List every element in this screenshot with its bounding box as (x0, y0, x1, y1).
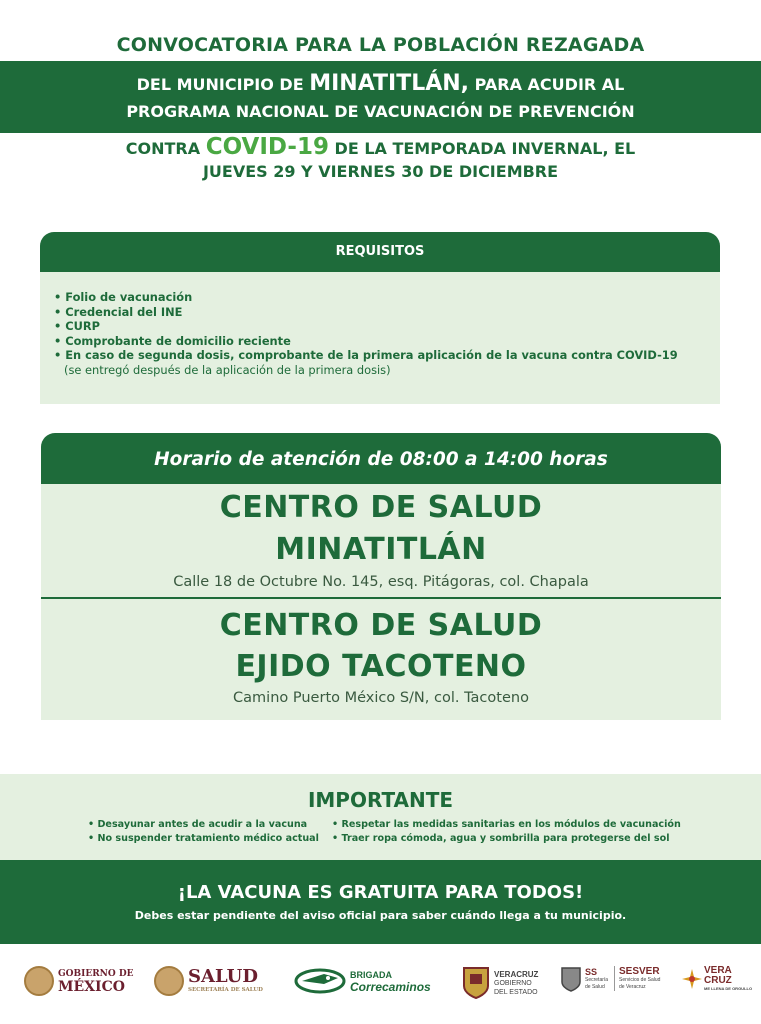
title-band (0, 61, 761, 133)
importante-title: IMPORTANTE (307, 788, 454, 812)
ss-text-l3: de Salud (585, 984, 605, 990)
veracruz-gobierno-logo (462, 966, 538, 1000)
horario-title: Horario de atención de 08:00 a 14:00 horas (41, 433, 721, 484)
importante-item: • Respetar las medidas sanitarias en los módulos de vacunación (332, 819, 681, 830)
veracruz-text-l3: DEL ESTADO (494, 988, 538, 996)
center-1-name-line-2: MINATITLÁN (275, 532, 487, 567)
covid-label: COVID-19 (205, 134, 329, 160)
title-line-1: CONVOCATORIA PARA LA POBLACIÓN REZAGADA (116, 34, 645, 56)
vera-cruz-text-l1: VERA (704, 965, 732, 976)
veracruz-shield-icon (462, 966, 490, 1000)
vera-cruz-text-l3: ME LLENA DE ORGULLO (704, 986, 753, 991)
vera-cruz-logo (682, 966, 752, 992)
city-name: MINATITLÁN, (309, 71, 470, 96)
ss-logo (560, 966, 608, 992)
sesver-text-l1: SESVER (619, 966, 660, 977)
brigada-text-l2: Correcaminos (350, 980, 431, 994)
salud-logo (154, 966, 263, 996)
title-line-4-pre: CONTRA (125, 139, 201, 158)
sesver-text (619, 966, 660, 991)
gobierno-mexico-text (58, 968, 134, 995)
ss-shield-icon (560, 966, 582, 992)
importante-item: • Desayunar antes de acudir a la vacuna (88, 819, 308, 830)
title-line-4-post: DE LA TEMPORADA INVERNAL, EL (334, 139, 636, 158)
center-1-address: Calle 18 de Octubre No. 145, esq. Pitágoras, col. Chapala (173, 574, 589, 590)
title-line-4 (0, 134, 761, 160)
horario-panel (41, 433, 721, 720)
sesver-text-l3: de Veracruz (619, 984, 646, 990)
salud-text-l2: SECRETARÍA DE SALUD (188, 987, 263, 993)
title-line-2 (0, 71, 761, 96)
title-line-3: PROGRAMA NACIONAL DE VACUNACIÓN DE PREVENCIÓN (126, 102, 635, 121)
importante-item: • No suspender tratamiento médico actual (88, 833, 319, 844)
title-line-2-pre: DEL MUNICIPIO DE (136, 75, 304, 94)
vera-cruz-star-icon (682, 969, 702, 989)
vera-cruz-text-l2: CRUZ (704, 975, 732, 986)
requisitos-title: REQUISITOS (40, 232, 720, 272)
requisitos-panel (40, 232, 720, 404)
center-divider (41, 597, 721, 599)
center-2-address: Camino Puerto México S/N, col. Tacoteno (233, 690, 529, 706)
requisitos-list (40, 272, 720, 404)
correcaminos-bird-icon (294, 966, 346, 996)
center-1-name-line-1: CENTRO DE SALUD (219, 490, 543, 525)
importante-right-list (332, 818, 681, 846)
brigada-text-l1: BRIGADA (350, 970, 392, 980)
importante-panel (0, 774, 761, 860)
brigada-correcaminos-logo (294, 966, 431, 996)
free-vaccine-title: ¡LA VACUNA ES GRATUITA PARA TODOS! (177, 882, 584, 903)
center-2-name-line-1: CENTRO DE SALUD (219, 608, 543, 643)
ss-text-l1: SS (585, 967, 598, 977)
center-2-name-line-2: EJIDO TACOTENO (235, 649, 527, 684)
sesver-logo (614, 966, 660, 991)
importante-item: • Traer ropa cómoda, agua y sombrilla para protegerse del sol (332, 833, 670, 844)
ss-text-l2: Secretaría (585, 977, 609, 983)
requisito-item: • Folio de vacunación (54, 290, 193, 304)
importante-left-list (88, 818, 319, 846)
veracruz-text-l1: VERACRUZ (494, 969, 539, 979)
sesver-text-l2: Servicios de Salud (619, 977, 661, 983)
veracruz-text-l2: GOBIERNO (494, 979, 532, 987)
salud-text (188, 968, 263, 994)
requisito-item: • Credencial del INE (54, 304, 183, 319)
veracruz-text (494, 970, 538, 997)
mexico-seal-icon (24, 966, 54, 996)
logos-row (0, 958, 761, 1018)
brigada-text (350, 969, 431, 993)
ss-text (585, 967, 608, 991)
official-notice: Debes estar pendiente del aviso oficial para saber cuándo llega a tu municipio. (134, 909, 627, 922)
requisito-note: (se entregó después de la aplicación de la primera dosis) (64, 362, 391, 377)
vera-cruz-text (704, 966, 752, 992)
salud-text-l1: SALUD (188, 966, 258, 987)
title-line-5: JUEVES 29 Y VIERNES 30 DE DICIEMBRE (202, 162, 559, 181)
requisito-item: • Comprobante de domicilio reciente (54, 333, 291, 348)
gobierno-mexico-text-l1: GOBIERNO DE (58, 968, 134, 979)
requisito-item: • CURP (54, 319, 100, 334)
gobierno-mexico-logo (24, 966, 134, 996)
gobierno-mexico-text-l2: MÉXICO (58, 978, 125, 995)
salud-seal-icon (154, 966, 184, 996)
requisito-item: • En caso de segunda dosis, comprobante de la primera aplicación de la vacuna contra COVID-19 (54, 348, 678, 363)
title-line-2-post: PARA ACUDIR AL (474, 75, 625, 94)
free-vaccine-band (0, 860, 761, 944)
